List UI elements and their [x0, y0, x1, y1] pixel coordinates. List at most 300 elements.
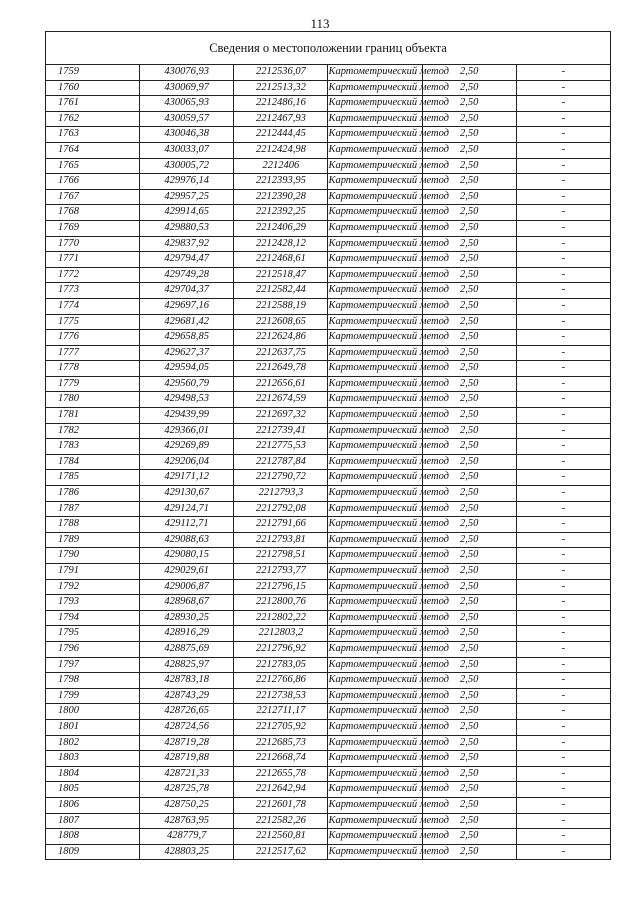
- y-coordinate-cell: 2212467,93: [234, 111, 328, 127]
- point-number-cell: 1808: [46, 829, 140, 845]
- method-cell: Картометрический метод: [328, 751, 422, 767]
- description-cell: -: [516, 829, 610, 845]
- description-cell: -: [516, 813, 610, 829]
- y-coordinate-cell: 2212637,75: [234, 345, 328, 361]
- description-cell: -: [516, 127, 610, 143]
- table-row: [46, 454, 611, 470]
- method-cell: Картометрический метод: [328, 267, 422, 283]
- description-cell: -: [516, 470, 610, 486]
- precision-cell: 2,50: [422, 314, 516, 330]
- method-cell: Картометрический метод: [328, 641, 422, 657]
- precision-cell: 2,50: [422, 174, 516, 190]
- precision-cell: 2,50: [422, 782, 516, 798]
- precision-cell: 2,50: [422, 797, 516, 813]
- method-cell: Картометрический метод: [328, 501, 422, 517]
- x-coordinate-cell: 429171,12: [140, 470, 234, 486]
- table-row: [46, 236, 611, 252]
- table-row: [46, 486, 611, 502]
- y-coordinate-cell: 2212582,44: [234, 283, 328, 299]
- description-cell: -: [516, 423, 610, 439]
- method-cell: Картометрический метод: [328, 314, 422, 330]
- point-number-cell: 1783: [46, 439, 140, 455]
- table-row: [46, 111, 611, 127]
- method-cell: Картометрический метод: [328, 423, 422, 439]
- table-row: [46, 564, 611, 580]
- y-coordinate-cell: 2212393,95: [234, 174, 328, 190]
- description-cell: -: [516, 330, 610, 346]
- description-cell: -: [516, 595, 610, 611]
- x-coordinate-cell: 429439,99: [140, 408, 234, 424]
- x-coordinate-cell: 429594,05: [140, 361, 234, 377]
- method-cell: Картометрический метод: [328, 174, 422, 190]
- point-number-cell: 1770: [46, 236, 140, 252]
- precision-cell: 2,50: [422, 345, 516, 361]
- point-number-cell: 1792: [46, 579, 140, 595]
- y-coordinate-cell: 2212796,92: [234, 641, 328, 657]
- x-coordinate-cell: 428825,97: [140, 657, 234, 673]
- x-coordinate-cell: 429697,16: [140, 298, 234, 314]
- table-row: [46, 579, 611, 595]
- table-row: [46, 314, 611, 330]
- point-number-cell: 1806: [46, 797, 140, 813]
- table-row: [46, 252, 611, 268]
- method-cell: Картометрический метод: [328, 673, 422, 689]
- description-cell: -: [516, 766, 610, 782]
- description-cell: -: [516, 189, 610, 205]
- point-number-cell: 1764: [46, 142, 140, 158]
- precision-cell: 2,50: [422, 330, 516, 346]
- x-coordinate-cell: 429112,71: [140, 517, 234, 533]
- table-row: [46, 813, 611, 829]
- precision-cell: 2,50: [422, 751, 516, 767]
- precision-cell: 2,50: [422, 641, 516, 657]
- precision-cell: 2,50: [422, 189, 516, 205]
- point-number-cell: 1778: [46, 361, 140, 377]
- x-coordinate-cell: 429130,67: [140, 486, 234, 502]
- x-coordinate-cell: 429749,28: [140, 267, 234, 283]
- method-cell: Картометрический метод: [328, 610, 422, 626]
- method-cell: Картометрический метод: [328, 829, 422, 845]
- precision-cell: 2,50: [422, 719, 516, 735]
- method-cell: Картометрический метод: [328, 392, 422, 408]
- x-coordinate-cell: 429627,37: [140, 345, 234, 361]
- table-row: [46, 657, 611, 673]
- point-number-cell: 1800: [46, 704, 140, 720]
- description-cell: -: [516, 688, 610, 704]
- table-row: [46, 782, 611, 798]
- x-coordinate-cell: 428968,67: [140, 595, 234, 611]
- point-number-cell: 1789: [46, 532, 140, 548]
- method-cell: Картометрический метод: [328, 548, 422, 564]
- table-row: [46, 127, 611, 143]
- table-row: [46, 532, 611, 548]
- precision-cell: 2,50: [422, 813, 516, 829]
- precision-cell: 2,50: [422, 267, 516, 283]
- precision-cell: 2,50: [422, 595, 516, 611]
- method-cell: Картометрический метод: [328, 782, 422, 798]
- x-coordinate-cell: 429366,01: [140, 423, 234, 439]
- precision-cell: 2,50: [422, 283, 516, 299]
- x-coordinate-cell: 429914,65: [140, 205, 234, 221]
- method-cell: Картометрический метод: [328, 579, 422, 595]
- point-number-cell: 1795: [46, 626, 140, 642]
- method-cell: Картометрический метод: [328, 813, 422, 829]
- table-title-row: [46, 32, 611, 65]
- table-row: [46, 283, 611, 299]
- precision-cell: 2,50: [422, 579, 516, 595]
- method-cell: Картометрический метод: [328, 704, 422, 720]
- description-cell: -: [516, 751, 610, 767]
- table-row: [46, 65, 611, 81]
- method-cell: Картометрический метод: [328, 408, 422, 424]
- method-cell: Картометрический метод: [328, 205, 422, 221]
- table-row: [46, 844, 611, 860]
- table-row: [46, 220, 611, 236]
- table-row: [46, 80, 611, 96]
- precision-cell: 2,50: [422, 376, 516, 392]
- description-cell: -: [516, 844, 610, 860]
- point-number-cell: 1771: [46, 252, 140, 268]
- method-cell: Картометрический метод: [328, 376, 422, 392]
- x-coordinate-cell: 428803,25: [140, 844, 234, 860]
- precision-cell: 2,50: [422, 673, 516, 689]
- y-coordinate-cell: 2212803,2: [234, 626, 328, 642]
- description-cell: -: [516, 517, 610, 533]
- method-cell: Картометрический метод: [328, 766, 422, 782]
- point-number-cell: 1766: [46, 174, 140, 190]
- point-number-cell: 1803: [46, 751, 140, 767]
- x-coordinate-cell: 429498,53: [140, 392, 234, 408]
- description-cell: -: [516, 673, 610, 689]
- precision-cell: 2,50: [422, 252, 516, 268]
- precision-cell: 2,50: [422, 688, 516, 704]
- table-row: [46, 626, 611, 642]
- table-row: [46, 797, 611, 813]
- x-coordinate-cell: 429269,89: [140, 439, 234, 455]
- table-row: [46, 688, 611, 704]
- table-row: [46, 330, 611, 346]
- method-cell: Картометрический метод: [328, 439, 422, 455]
- point-number-cell: 1807: [46, 813, 140, 829]
- precision-cell: 2,50: [422, 127, 516, 143]
- y-coordinate-cell: 2212608,65: [234, 314, 328, 330]
- table-row: [46, 96, 611, 112]
- precision-cell: 2,50: [422, 236, 516, 252]
- precision-cell: 2,50: [422, 626, 516, 642]
- description-cell: -: [516, 392, 610, 408]
- x-coordinate-cell: 430033,07: [140, 142, 234, 158]
- table-row: [46, 174, 611, 190]
- point-number-cell: 1786: [46, 486, 140, 502]
- table-row: [46, 501, 611, 517]
- method-cell: Картометрический метод: [328, 564, 422, 580]
- method-cell: Картометрический метод: [328, 330, 422, 346]
- precision-cell: 2,50: [422, 564, 516, 580]
- precision-cell: 2,50: [422, 392, 516, 408]
- table-row: [46, 267, 611, 283]
- y-coordinate-cell: 2212444,45: [234, 127, 328, 143]
- precision-cell: 2,50: [422, 766, 516, 782]
- y-coordinate-cell: 2212793,77: [234, 564, 328, 580]
- method-cell: Картометрический метод: [328, 96, 422, 112]
- y-coordinate-cell: 2212468,61: [234, 252, 328, 268]
- table-row: [46, 548, 611, 564]
- point-number-cell: 1772: [46, 267, 140, 283]
- method-cell: Картометрический метод: [328, 688, 422, 704]
- x-coordinate-cell: 428763,95: [140, 813, 234, 829]
- y-coordinate-cell: 2212582,26: [234, 813, 328, 829]
- description-cell: -: [516, 735, 610, 751]
- point-number-cell: 1802: [46, 735, 140, 751]
- method-cell: Картометрический метод: [328, 626, 422, 642]
- x-coordinate-cell: 428930,25: [140, 610, 234, 626]
- precision-cell: 2,50: [422, 829, 516, 845]
- y-coordinate-cell: 2212588,19: [234, 298, 328, 314]
- point-number-cell: 1779: [46, 376, 140, 392]
- precision-cell: 2,50: [422, 735, 516, 751]
- method-cell: Картометрический метод: [328, 127, 422, 143]
- y-coordinate-cell: 2212428,12: [234, 236, 328, 252]
- point-number-cell: 1765: [46, 158, 140, 174]
- y-coordinate-cell: 2212790,72: [234, 470, 328, 486]
- page-number: 113: [310, 16, 330, 31]
- y-coordinate-cell: 2212793,81: [234, 532, 328, 548]
- precision-cell: 2,50: [422, 298, 516, 314]
- method-cell: Картометрический метод: [328, 844, 422, 860]
- table-row: [46, 704, 611, 720]
- x-coordinate-cell: 428724,56: [140, 719, 234, 735]
- table-row: [46, 361, 611, 377]
- point-number-cell: 1799: [46, 688, 140, 704]
- description-cell: -: [516, 96, 610, 112]
- method-cell: Картометрический метод: [328, 158, 422, 174]
- precision-cell: 2,50: [422, 657, 516, 673]
- point-number-cell: 1788: [46, 517, 140, 533]
- y-coordinate-cell: 2212796,15: [234, 579, 328, 595]
- description-cell: -: [516, 376, 610, 392]
- precision-cell: 2,50: [422, 844, 516, 860]
- method-cell: Картометрический метод: [328, 236, 422, 252]
- y-coordinate-cell: 2212513,32: [234, 80, 328, 96]
- precision-cell: 2,50: [422, 361, 516, 377]
- x-coordinate-cell: 430005,72: [140, 158, 234, 174]
- y-coordinate-cell: 2212775,53: [234, 439, 328, 455]
- table-row: [46, 751, 611, 767]
- method-cell: Картометрический метод: [328, 142, 422, 158]
- y-coordinate-cell: 2212536,07: [234, 65, 328, 81]
- x-coordinate-cell: 430065,93: [140, 96, 234, 112]
- description-cell: -: [516, 486, 610, 502]
- y-coordinate-cell: 2212787,84: [234, 454, 328, 470]
- table-row: [46, 641, 611, 657]
- y-coordinate-cell: 2212486,16: [234, 96, 328, 112]
- y-coordinate-cell: 2212793,3: [234, 486, 328, 502]
- method-cell: Картометрический метод: [328, 486, 422, 502]
- y-coordinate-cell: 2212674,59: [234, 392, 328, 408]
- precision-cell: 2,50: [422, 80, 516, 96]
- table-row: [46, 423, 611, 439]
- table-row: [46, 610, 611, 626]
- point-number-cell: 1804: [46, 766, 140, 782]
- description-cell: -: [516, 361, 610, 377]
- x-coordinate-cell: 428875,69: [140, 641, 234, 657]
- description-cell: -: [516, 314, 610, 330]
- x-coordinate-cell: 428719,88: [140, 751, 234, 767]
- point-number-cell: 1760: [46, 80, 140, 96]
- table-row: [46, 673, 611, 689]
- description-cell: -: [516, 579, 610, 595]
- precision-cell: 2,50: [422, 205, 516, 221]
- description-cell: -: [516, 782, 610, 798]
- point-number-cell: 1787: [46, 501, 140, 517]
- description-cell: -: [516, 236, 610, 252]
- precision-cell: 2,50: [422, 220, 516, 236]
- precision-cell: 2,50: [422, 454, 516, 470]
- description-cell: -: [516, 142, 610, 158]
- y-coordinate-cell: 2212656,61: [234, 376, 328, 392]
- method-cell: Картометрический метод: [328, 517, 422, 533]
- y-coordinate-cell: 2212560,81: [234, 829, 328, 845]
- x-coordinate-cell: 429088,63: [140, 532, 234, 548]
- method-cell: Картометрический метод: [328, 80, 422, 96]
- table-row: [46, 735, 611, 751]
- description-cell: -: [516, 252, 610, 268]
- precision-cell: 2,50: [422, 65, 516, 81]
- point-number-cell: 1768: [46, 205, 140, 221]
- x-coordinate-cell: 429957,25: [140, 189, 234, 205]
- description-cell: -: [516, 174, 610, 190]
- description-cell: -: [516, 158, 610, 174]
- description-cell: -: [516, 626, 610, 642]
- y-coordinate-cell: 2212791,66: [234, 517, 328, 533]
- point-number-cell: 1774: [46, 298, 140, 314]
- precision-cell: 2,50: [422, 158, 516, 174]
- x-coordinate-cell: 428750,25: [140, 797, 234, 813]
- x-coordinate-cell: 429704,37: [140, 283, 234, 299]
- method-cell: Картометрический метод: [328, 595, 422, 611]
- point-number-cell: 1769: [46, 220, 140, 236]
- point-number-cell: 1781: [46, 408, 140, 424]
- y-coordinate-cell: 2212655,78: [234, 766, 328, 782]
- table-row: [46, 439, 611, 455]
- y-coordinate-cell: 2212685,73: [234, 735, 328, 751]
- x-coordinate-cell: 429029,61: [140, 564, 234, 580]
- method-cell: Картометрический метод: [328, 189, 422, 205]
- point-number-cell: 1796: [46, 641, 140, 657]
- precision-cell: 2,50: [422, 517, 516, 533]
- description-cell: -: [516, 548, 610, 564]
- y-coordinate-cell: 2212800,76: [234, 595, 328, 611]
- x-coordinate-cell: 428783,18: [140, 673, 234, 689]
- point-number-cell: 1798: [46, 673, 140, 689]
- x-coordinate-cell: 428743,29: [140, 688, 234, 704]
- x-coordinate-cell: 429880,53: [140, 220, 234, 236]
- point-number-cell: 1793: [46, 595, 140, 611]
- table-row: [46, 142, 611, 158]
- description-cell: -: [516, 408, 610, 424]
- table-row: [46, 719, 611, 735]
- precision-cell: 2,50: [422, 610, 516, 626]
- point-number-cell: 1801: [46, 719, 140, 735]
- y-coordinate-cell: 2212518,47: [234, 267, 328, 283]
- point-number-cell: 1763: [46, 127, 140, 143]
- description-cell: -: [516, 267, 610, 283]
- y-coordinate-cell: 2212739,41: [234, 423, 328, 439]
- y-coordinate-cell: 2212766,86: [234, 673, 328, 689]
- precision-cell: 2,50: [422, 111, 516, 127]
- x-coordinate-cell: 428916,29: [140, 626, 234, 642]
- description-cell: -: [516, 65, 610, 81]
- point-number-cell: 1780: [46, 392, 140, 408]
- table-body: [46, 32, 611, 860]
- description-cell: -: [516, 220, 610, 236]
- x-coordinate-cell: 428779,7: [140, 829, 234, 845]
- x-coordinate-cell: 428725,78: [140, 782, 234, 798]
- table-row: [46, 595, 611, 611]
- method-cell: Картометрический метод: [328, 361, 422, 377]
- y-coordinate-cell: 2212783,05: [234, 657, 328, 673]
- method-cell: Картометрический метод: [328, 283, 422, 299]
- y-coordinate-cell: 2212406,29: [234, 220, 328, 236]
- precision-cell: 2,50: [422, 408, 516, 424]
- y-coordinate-cell: 2212624,86: [234, 330, 328, 346]
- method-cell: Картометрический метод: [328, 252, 422, 268]
- y-coordinate-cell: 2212406: [234, 158, 328, 174]
- x-coordinate-cell: 429681,42: [140, 314, 234, 330]
- x-coordinate-cell: 429124,71: [140, 501, 234, 517]
- point-number-cell: 1762: [46, 111, 140, 127]
- table-row: [46, 298, 611, 314]
- description-cell: -: [516, 501, 610, 517]
- table-row: [46, 408, 611, 424]
- x-coordinate-cell: 430069,97: [140, 80, 234, 96]
- method-cell: Картометрический метод: [328, 719, 422, 735]
- description-cell: -: [516, 111, 610, 127]
- point-number-cell: 1785: [46, 470, 140, 486]
- y-coordinate-cell: 2212697,32: [234, 408, 328, 424]
- description-cell: -: [516, 610, 610, 626]
- x-coordinate-cell: 429006,87: [140, 579, 234, 595]
- point-number-cell: 1759: [46, 65, 140, 81]
- method-cell: Картометрический метод: [328, 345, 422, 361]
- point-number-cell: 1790: [46, 548, 140, 564]
- y-coordinate-cell: 2212711,17: [234, 704, 328, 720]
- y-coordinate-cell: 2212642,94: [234, 782, 328, 798]
- y-coordinate-cell: 2212705,92: [234, 719, 328, 735]
- method-cell: Картометрический метод: [328, 220, 422, 236]
- y-coordinate-cell: 2212392,25: [234, 205, 328, 221]
- method-cell: Картометрический метод: [328, 657, 422, 673]
- table-row: [46, 376, 611, 392]
- method-cell: Картометрический метод: [328, 532, 422, 548]
- method-cell: Картометрический метод: [328, 735, 422, 751]
- precision-cell: 2,50: [422, 439, 516, 455]
- table-title: Сведения о местоположении границ объекта: [46, 32, 611, 65]
- method-cell: Картометрический метод: [328, 470, 422, 486]
- table-row: [46, 829, 611, 845]
- method-cell: Картометрический метод: [328, 65, 422, 81]
- description-cell: -: [516, 80, 610, 96]
- description-cell: -: [516, 345, 610, 361]
- table-row: [46, 158, 611, 174]
- description-cell: -: [516, 704, 610, 720]
- description-cell: -: [516, 532, 610, 548]
- method-cell: Картометрический метод: [328, 111, 422, 127]
- x-coordinate-cell: 429080,15: [140, 548, 234, 564]
- description-cell: -: [516, 205, 610, 221]
- description-cell: -: [516, 564, 610, 580]
- x-coordinate-cell: 428719,28: [140, 735, 234, 751]
